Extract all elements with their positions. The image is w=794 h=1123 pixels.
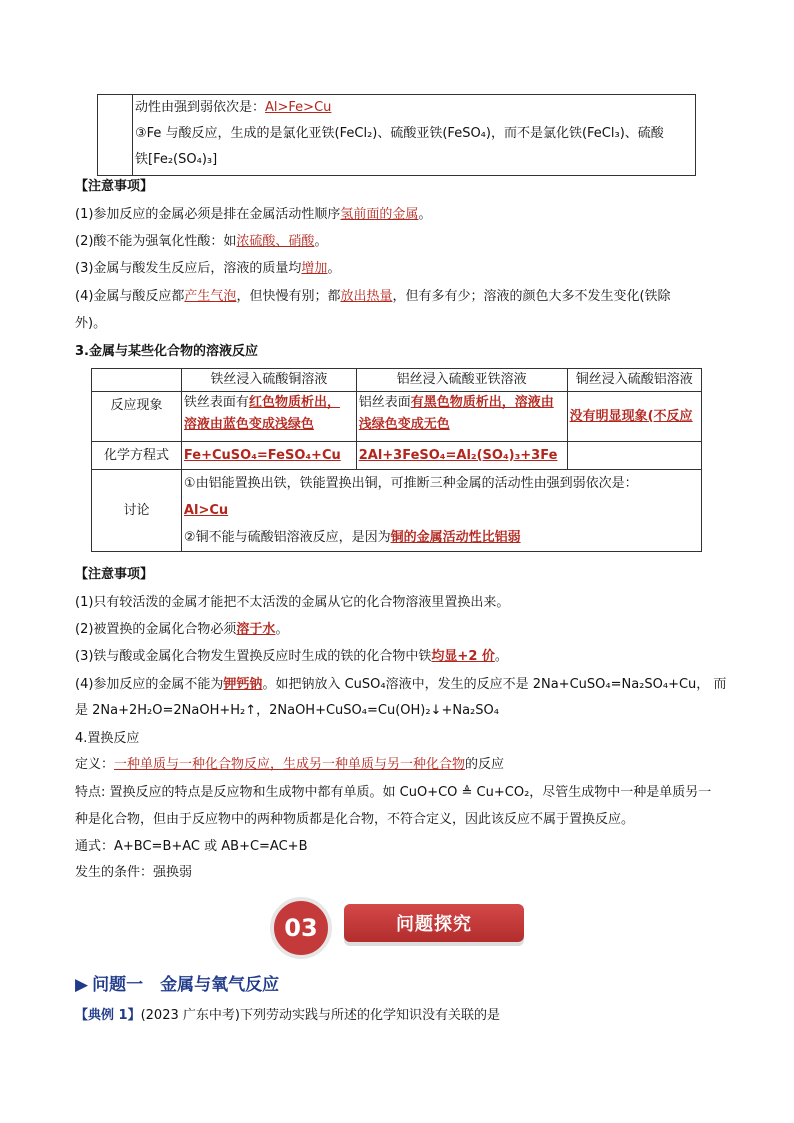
note2-item4-line2: 是 2Na+2H₂O=2NaOH+H₂↑，2NaOH+CuSO₄=Cu(OH)₂↓+Na₂SO₄: [75, 703, 499, 718]
section4-title: 4.置换反应: [75, 731, 140, 746]
general-formula: 通式：A+BC=B+AC 或 AB+C=AC+B: [75, 839, 308, 854]
feature-line2: 种是化合物，但由于反应物中的两种物质都是化合物，不符合定义，因此该反应不属于置换反应。: [75, 812, 635, 827]
header-al-feso4: 铝丝浸入硫酸亚铁溶液: [356, 369, 567, 392]
row-label-phenomenon: 反应现象: [92, 392, 182, 442]
top-line3: 铁[Fe₂(SO₄)₃]: [135, 152, 218, 167]
feature-line1: 特点: 置换反应的特点是反应物和生成物中都有单质。如 CuO+CO ≜ Cu+CO₂，尽管生成物中一种是单质另一: [75, 785, 712, 800]
answer-activity-order: Al>Fe>Cu: [265, 100, 332, 115]
note1-item2: (2)酸不能为强氧化性酸：如浓硫酸、硝酸。: [75, 234, 328, 249]
cell-phenomenon-1: 铁丝表面有红色物质析出， 溶液由蓝色变成浅绿色: [181, 392, 356, 442]
top-line2: ③Fe 与酸反应，生成的是氯化亚铁(FeCl₂)、硫酸亚铁(FeSO₄)，而不是氯化铁(FeCl₃)、硫酸: [135, 126, 664, 141]
note2-item1: (1)只有较活泼的金属才能把不太活泼的金属从它的化合物溶液里置换出来。: [75, 595, 510, 610]
reaction-table: [91, 368, 702, 552]
top-line1: 动性由强到弱依次是：: [135, 100, 266, 115]
note2-item3: (3)铁与酸或金属化合物发生置换反应时生成的铁的化合物中铁均显+2 价。: [75, 649, 508, 664]
row-label-discussion: 讨论: [92, 470, 182, 552]
cell-phenomenon-2: 铝丝表面有黑色物质析出，溶液由 浅绿色变成无色: [356, 392, 567, 442]
banner-number-badge: 03: [270, 897, 332, 959]
definition: 定义：一种单质与一种化合物反应，生成另一种单质与另一种化合物的反应: [75, 757, 505, 772]
row-label-equation: 化学方程式: [92, 442, 182, 470]
section3-title: 3.金属与某些化合物的溶液反应: [75, 344, 258, 359]
header-fe-cuso4: 铁丝浸入硫酸铜溶液: [181, 369, 356, 392]
note1-item4-cont: 外)。: [75, 316, 107, 331]
cell-equation-1: Fe+CuSO₄=FeSO₄+Cu: [181, 442, 356, 470]
cell-discussion: ①由铝能置换出铁，铁能置换出铜，可推断三种金属的活动性由强到弱依次是： Al>Cu ②铜不能与硫酸铝溶液反应，是因为铜的金属活动性比铝弱: [181, 470, 701, 552]
notes-heading-2: 【注意事项】: [75, 567, 154, 582]
example-question: 【典例 1】(2023 广东中考)下列劳动实践与所述的化学知识没有关联的是: [75, 1008, 500, 1023]
note1-item4: (4)金属与酸反应都产生气泡，但快慢有别；都放出热量，但有多有少；溶液的颜色大多不发生变化(铁除: [75, 289, 671, 304]
section-banner: [270, 897, 530, 957]
banner-label: 问题探究: [344, 904, 524, 942]
problem-title: ▶ 问题一 金属与氧气反应: [75, 975, 280, 995]
note2-item2: (2)被置换的金属化合物必须溶于水。: [75, 622, 289, 637]
note1-item1: (1)参加反应的金属必须是排在金属活动性顺序氢前面的金属。: [75, 207, 432, 222]
table-content-cell: [133, 95, 696, 176]
cell-phenomenon-3: 没有明显现象(不反应: [567, 392, 701, 442]
table-empty-cell: [98, 95, 133, 176]
cell-equation-3: [567, 442, 701, 470]
activity-table-fragment: [97, 94, 696, 176]
reaction-condition: 发生的条件：强换弱: [75, 865, 193, 880]
note1-item3: (3)金属与酸发生反应后，溶液的质量均增加。: [75, 261, 341, 276]
cell-equation-2: 2Al+3FeSO₄=Al₂(SO₄)₃+3Fe: [356, 442, 567, 470]
triangle-arrow-icon: ▶: [75, 975, 89, 995]
note2-item4: (4)参加反应的金属不能为钾钙钠。如把钠放入 CuSO₄溶液中，发生的反应不是 2Na+CuSO₄=Na₂SO₄+Cu， 而: [75, 677, 727, 692]
notes-heading-1: 【注意事项】: [75, 179, 154, 194]
header-empty: [92, 369, 182, 392]
header-cu-al2so43: 铜丝浸入硫酸铝溶液: [567, 369, 701, 392]
